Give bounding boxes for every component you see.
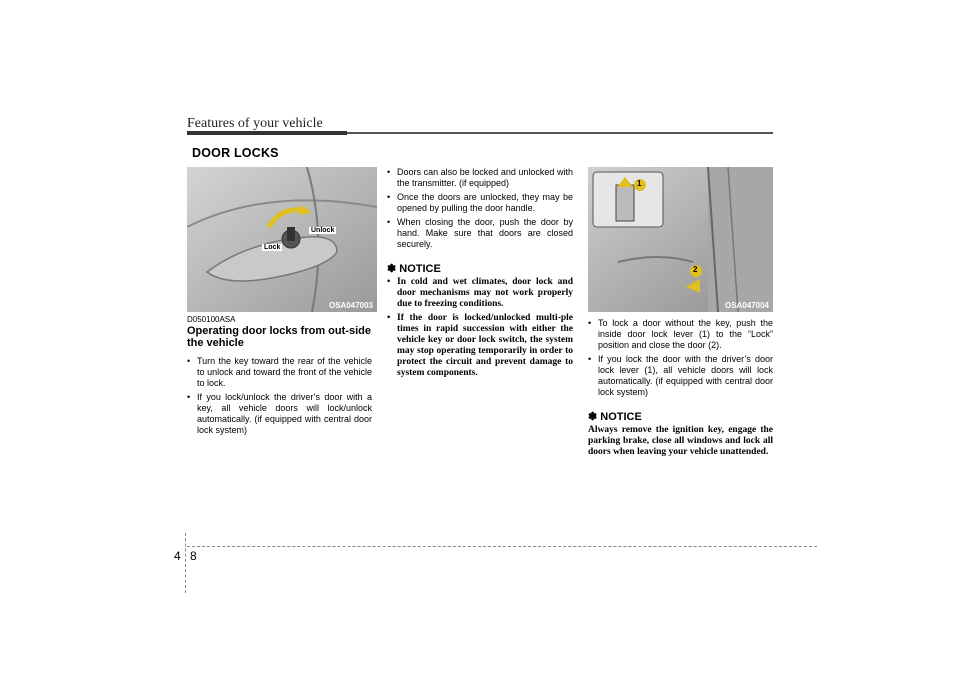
header-title: Features of your vehicle xyxy=(187,116,323,131)
figure-code: OSA047004 xyxy=(724,301,769,310)
door-handle-illustration xyxy=(187,167,377,312)
notice-box xyxy=(588,410,773,458)
list-item: • To lock a door without the key, push the inside door lock lever (1) to the “Lock” position and close the door (2). xyxy=(588,318,773,351)
column-1-body xyxy=(187,356,372,439)
column-3-body xyxy=(588,318,773,458)
door-lever-illustration xyxy=(588,167,773,312)
list-item: • If you lock/unlock the driver’s door with a key, all vehicle doors will lock/unlock automatically. (if equipped with central door lock system) xyxy=(187,392,372,436)
list-item: • When closing the door, push the door by hand. Make sure that doors are closed securely. xyxy=(387,217,573,250)
callout-2: 2 xyxy=(693,265,698,274)
list-item: • Once the doors are unlocked, they may be opened by pulling the door handle. xyxy=(387,192,573,214)
figure-code: OSA047003 xyxy=(328,301,373,310)
footer-divider xyxy=(185,533,186,593)
page-number: 8 xyxy=(190,549,197,563)
lock-label: Lock xyxy=(264,244,281,251)
notice-title: ✽ NOTICE xyxy=(588,411,642,423)
chapter-number: 4 xyxy=(174,549,181,563)
column-2-body xyxy=(387,167,573,382)
section-title: DOOR LOCKS xyxy=(192,146,279,160)
figure-door-key xyxy=(187,167,377,312)
list-item: • If the door is locked/unlocked multi-ple times in rapid succession with either the vehicle key or door lock switch, the system may stop operating temporarily in order to protect the circuit and prevent damage to system components. xyxy=(387,313,573,379)
callout-1: 1 xyxy=(637,179,642,188)
header-rule-accent xyxy=(187,131,347,135)
footer-rule xyxy=(187,546,817,547)
unlock-label: Unlock xyxy=(311,227,335,234)
notice-title: ✽ NOTICE xyxy=(387,263,441,275)
list-item: • If you lock the door with the driver’s door lock lever (1), all vehicle doors will lock automatically. (if equipped with central door lock system) xyxy=(588,354,773,398)
section-code: D050100ASA xyxy=(187,315,236,324)
list-item: • In cold and wet climates, door lock and door mechanisms may not work properly due to freezing conditions. xyxy=(387,277,573,310)
list-item: • Turn the key toward the rear of the vehicle to unlock and toward the front of the vehicle to lock. xyxy=(187,356,372,389)
notice-box xyxy=(387,262,573,379)
figure-door-lever xyxy=(588,167,773,312)
subheading: Operating door locks from out-side the vehicle xyxy=(187,325,371,349)
list-item: • Doors can also be locked and unlocked with the transmitter. (if equipped) xyxy=(387,167,573,189)
notice-text: Always remove the ignition key, engage the parking brake, close all windows and lock all doors when leaving your vehicle unattended. xyxy=(588,425,773,457)
